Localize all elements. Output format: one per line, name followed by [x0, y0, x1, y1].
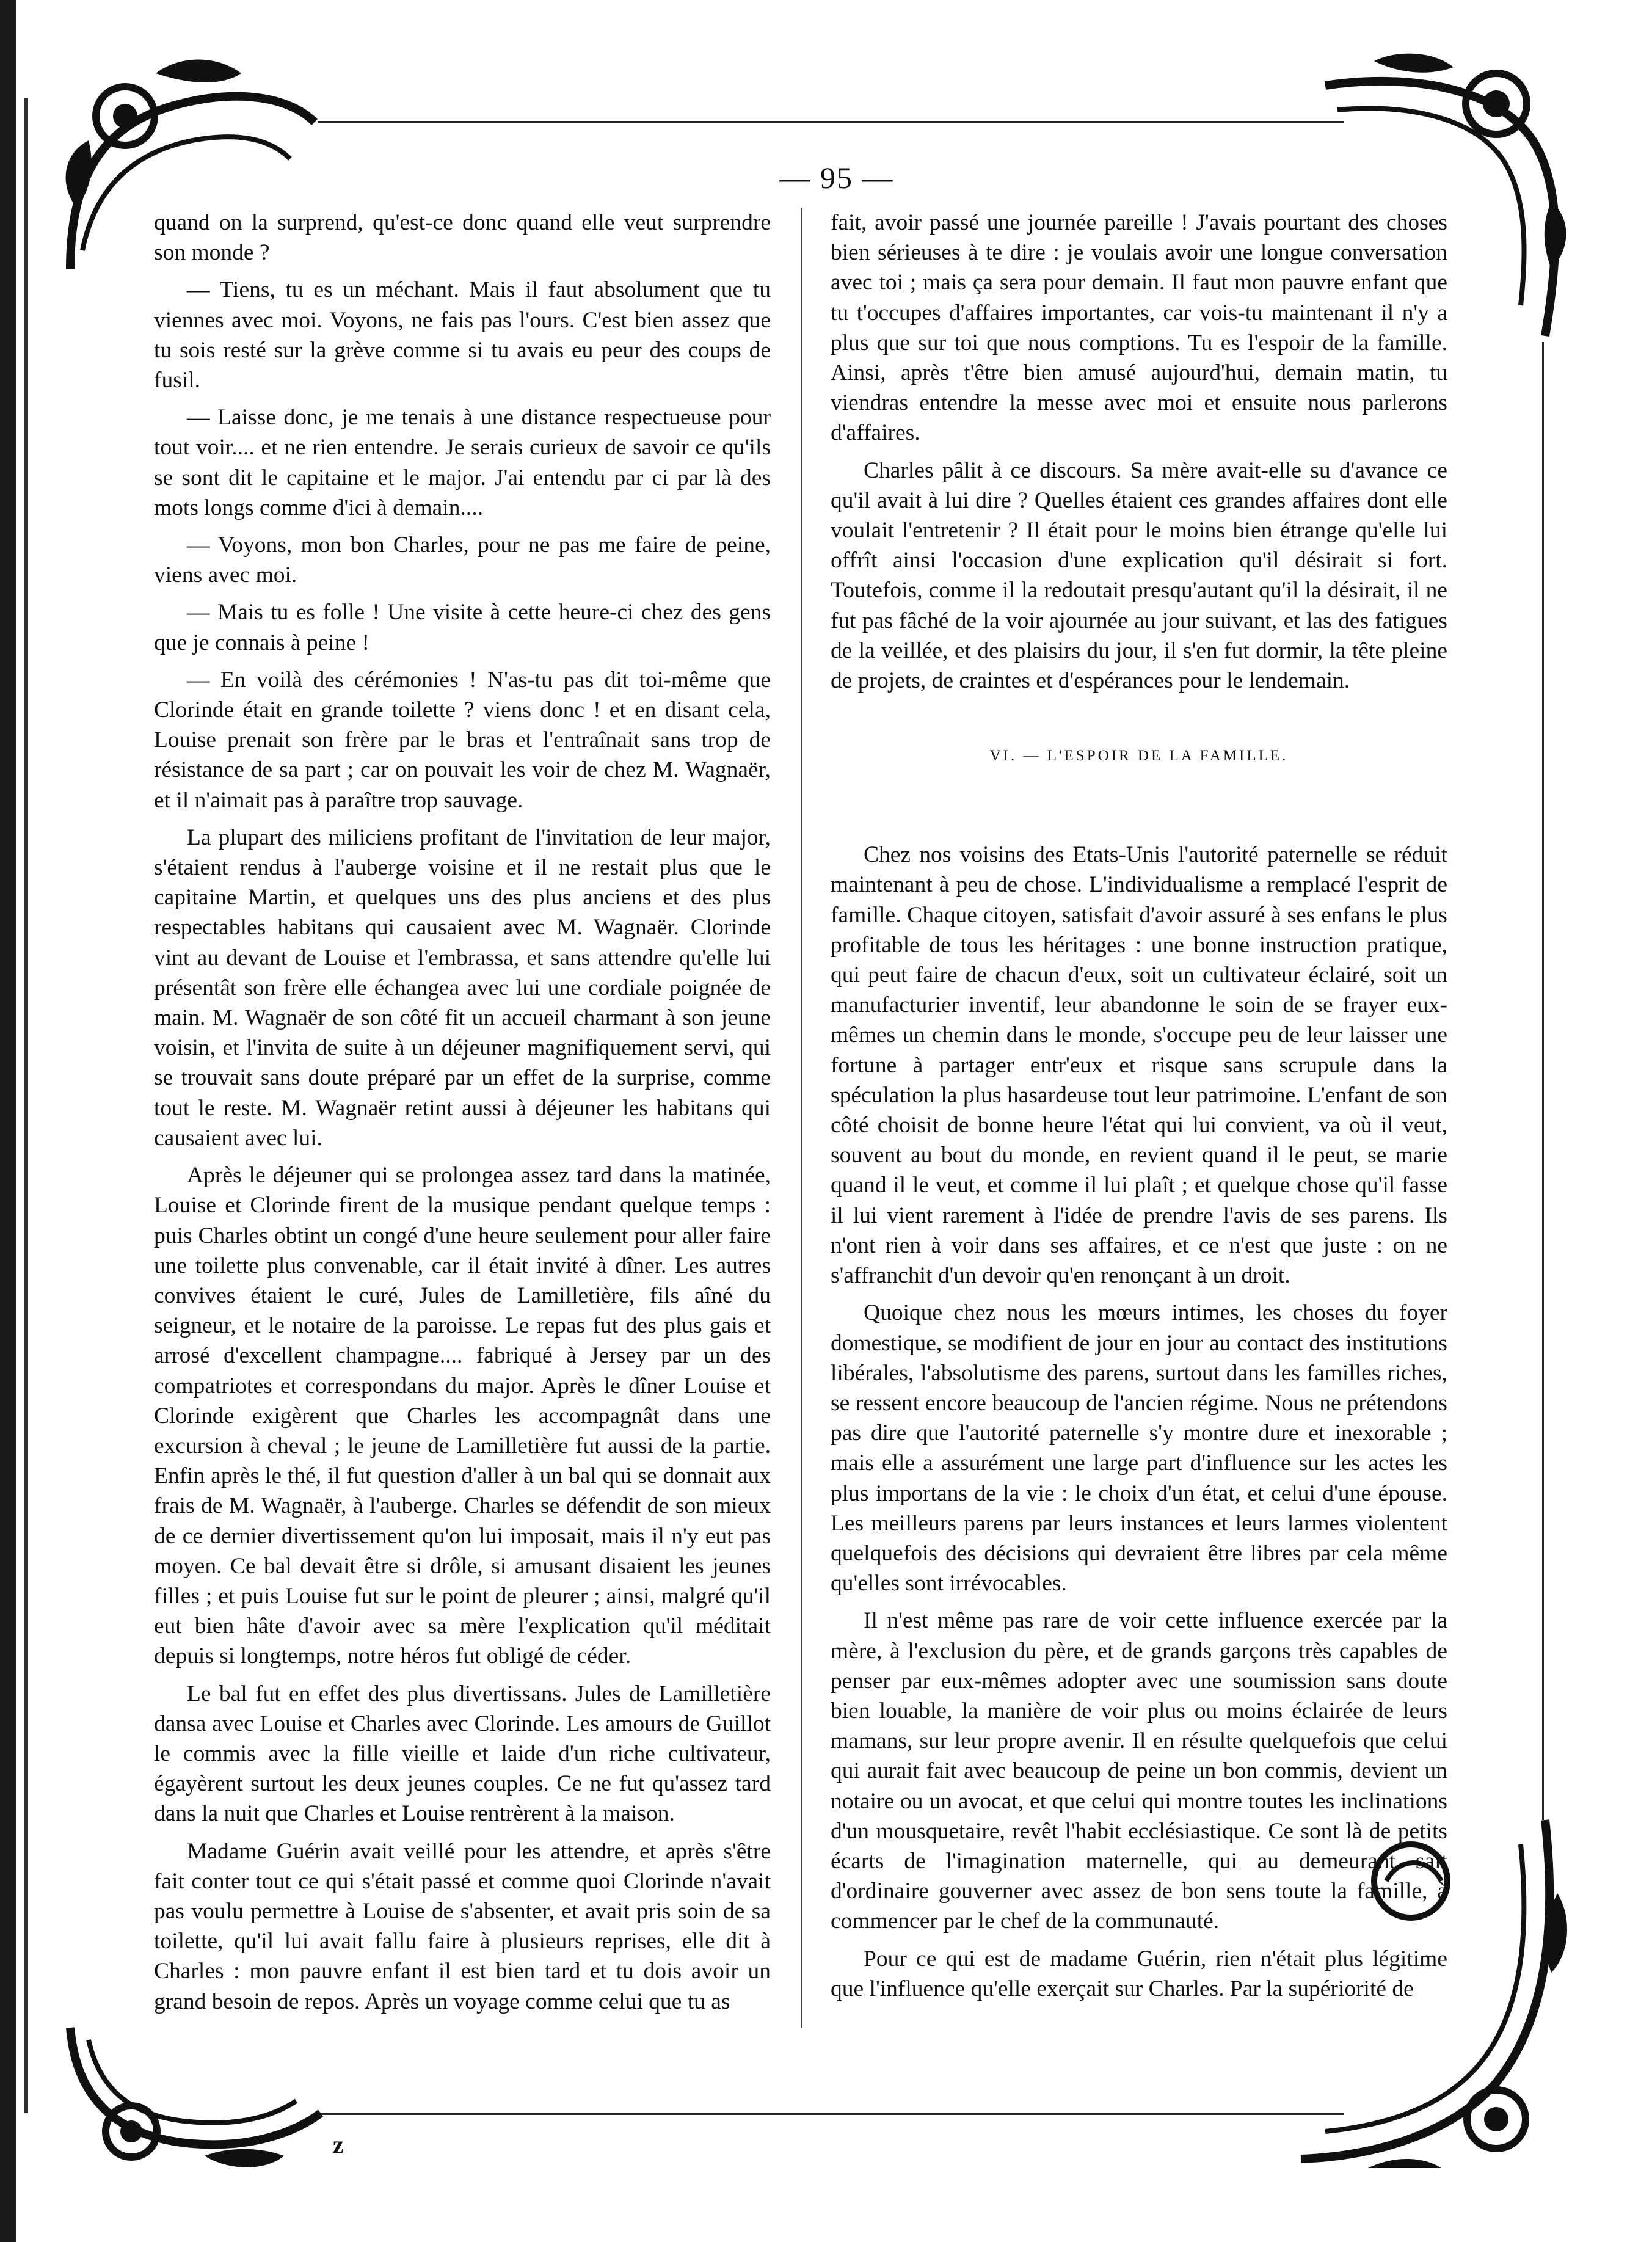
paragraph: Madame Guérin avait veillé pour les attendre, et après s'être fait conter tout ce qui s'était passé et comme quoi Clorinde n'avait pas voulu permettre à Louise de s'absenter, et avait pris soin de sa toilette, qu'il lui avait fallu faire à plusieurs reprises, elle dit à Charles : mon pauvre enfant il est bien tard et tu dois avoir un grand besoin de repos. Après un voyage comme celui que tu as — [154, 1838, 771, 2014]
paragraph: Pour ce qui est de madame Guérin, rien n'était plus légitime que l'influence qu'elle exerçait sur Charles. Par la supériorité de — [831, 1946, 1447, 2001]
paragraph: — Voyons, mon bon Charles, pour ne pas me faire de peine, viens avec moi. — [154, 533, 771, 588]
paragraph: quand on la surprend, qu'est-ce donc quand elle veut surprendre son monde ? — [154, 210, 771, 266]
paragraph: Après le déjeuner qui se prolongea assez tard dans la matinée, Louise et Clorinde firent de la musique pendant quelque temps : puis Charles obtint un congé d'une heure seulement pour aller faire une toilette plus convenable, car il était invité à dîner. Les autres convives étaient le curé, Jules de Lamilletière, fils aîné du seigneur, et le notaire de la paroisse. Le repas fut des plus gais et arrosé d'excellent champagne.... fabriqué à Jersey par un des compatriotes et correspondans du major. Après le dîner Louise et Clorinde exigèrent que Charles les accompagnât dans une excursion à cheval ; le jeune de Lamilletière fut aussi de la partie. Enfin après le thé, il fut question d'aller à un bal qui se donnait aux frais de M. Wagnaër, à l'auberge. Charles se défendit de son mieux de ce dernier divertissement qu'on lui imposait, mais il n'y eut pas moyen. Ce bal devait être si drôle, si amusant disaient les jeunes filles ; et puis Louise fut sur le point de pleurer ; ainsi, malgré qu'il eut bien hâte d'avoir avec sa mère l'explication qu'il méditait depuis si longtemps, notre héros fut obligé de céder. — [154, 1163, 771, 1669]
column-divider — [801, 208, 802, 2028]
bottom-left-ornament-icon — [58, 2015, 327, 2174]
paragraph: Chez nos voisins des Etats-Unis l'autorité paternelle se réduit maintenant à peu de chose. L'individualisme a remplacé l'esprit de famille. Chaque citoyen, satisfait d'avoir assuré à ses enfans le plus profitable de tous les héritages : une bonne instruction pratique, qui peut faire de chacun d'eux, soit un cultivateur éclairé, soit un manufacturier inventif, leur abandonne le soin de se frayer eux-mêmes un chemin dans le monde, s'occupe peu de leur laisser une fortune à partager entr'eux et risque sans scrupule dans la spéculation la plus hasardeuse tout leur patrimoine. L'enfant de son côté choisit de bonne heure l'état qui lui convient, va où il veut, souvent au bout du monde, en revient quand il le peut, se marie quand il le veut, et comme il lui plaît ; et quelque chose qu'il fasse il lui vient rarement à l'idée de prendre l'avis de ses parens. Ils n'ont rien à voir dans ses affaires, et ce n'est que juste : on ne s'affranchit d'un devoir qu'en renonçant à un droit. — [831, 842, 1447, 1289]
paragraph: — Tiens, tu es un méchant. Mais il faut absolument que tu viennes avec moi. Voyons, ne fais pas l'ours. C'est bien assez que tu sois resté sur la grève comme si tu avais eu peur des coups de fusil. — [154, 277, 771, 393]
paragraph: La plupart des miliciens profitant de l'invitation de leur major, s'étaient rendus à l'auberge voisine et il ne restait plus que le capitaine Martin, et quelques uns des plus anciens et des plus respectables habitans qui causaient avec M. Wagnaër. Clorinde vint au devant de Louise et l'embrassa, et sans attendre qu'elle lui présentât son frère elle échangea avec lui une cordiale poignée de main. M. Wagnaër de son côté fit un accueil charmant à son jeune voisin, et l'invita de suite à un déjeuner magnifiquement servi, qui se trouvait sans doute préparé par un effet de la surprise, comme tout le reste. M. Wagnaër retint aussi à déjeuner les habitans qui causaient avec lui. — [154, 824, 771, 1151]
scan-edge-line — [24, 98, 28, 2113]
paragraph: — Laisse donc, je me tenais à une distance respectueuse pour tout voir.... et ne rien entendre. Je serais curieux de savoir ce qu'ils se sont dit le capitaine et le major. J'ai entendu par ci par là des mots longs comme d'ici à demain.... — [154, 405, 771, 520]
paragraph: Quoique chez nous les mœurs intimes, les choses du foyer domestique, se modifient de jour en jour au contact des institutions libérales, l'absolutisme des parens, surtout dans les familles riches, se ressent encore beaucoup de l'ancien régime. Nous ne prétendons pas dire que l'autorité paternelle s'y montre dure et inexorable ; mais elle a assurément une large part d'influence sur les actes les plus importans de la vie : le choix d'un état, et celui d'une épouse. Les meilleurs parens par leurs instances et leurs larmes violentent quelquefois des décisions qui devraient être libres par cela même qu'elles sont irrévocables. — [831, 1300, 1447, 1596]
left-column — [154, 208, 771, 2017]
paragraph: Le bal fut en effet des plus divertissans. Jules de Lamilletière dansa avec Louise et Charles avec Clorinde. Les amours de Guillot le commis avec la fille vieille et laide d'un riche cultivateur, égayèrent surtout les deux jeunes couples. Ce ne fut qu'assez tard dans la nuit que Charles et Louise rentrèrent à la maison. — [154, 1681, 771, 1827]
paragraph: — En voilà des cérémonies ! N'as-tu pas dit toi-même que Clorinde était en grande toilette ? viens donc ! et en disant cela, Louise prenait son frère par le bras et l'entraînait sans trop de résistance de sa part ; car on pouvait les voir de chez M. Wagnaër, et il n'aimait pas à paraître trop sauvage. — [154, 667, 771, 813]
paragraph: Charles pâlit à ce discours. Sa mère avait-elle su d'avance ce qu'il avait à lui dire ? Quelles étaient ces grandes affaires dont elle voulait l'entretenir ? Il était pour le moins bien étrange qu'elle lui offrît ainsi l'occasion d'une explication qu'il désirait si fort. Toutefois, comme il la redoutait presqu'autant qu'il la désirait, il ne fut pas fâché de la voir ajournée au jour suivant, et las des fatigues de la veillée, et des plaisirs du jour, il s'en fut dormir, la tête pleine de projets, de craintes et d'espérances pour le lendemain. — [831, 457, 1447, 694]
frame-bottom-line — [318, 2113, 1344, 2115]
section-heading: VI. — L'ESPOIR DE LA FAMILLE. — [989, 748, 1289, 765]
scan-edge-shadow — [0, 0, 16, 2242]
signature-mark: z — [333, 2131, 344, 2158]
right-column — [831, 208, 1447, 2004]
paragraph: fait, avoir passé une journée pareille ! J'avais pourtant des choses bien sérieuses à te dire : je voulais avoir une longue conversation avec toi ; mais ça sera pour demain. Il faut mon pauvre enfant que tu t'occupes d'affaires importantes, car vois-tu maintenant il n'y a plus que sur toi que nous comptions. Tu es l'espoir de la famille. Ainsi, après t'être bien amusé aujourd'hui, demain matin, tu viendras entendre la messe avec moi et ensuite nous parlerons d'affaires. — [831, 210, 1447, 446]
frame-right-line — [1542, 342, 1544, 1820]
page-number: — 95 — — [779, 161, 894, 195]
paragraph: — Mais tu es folle ! Une visite à cette heure-ci chez des gens que je connais à peine ! — [154, 600, 771, 655]
frame-top-line — [318, 121, 1344, 123]
paragraph: Il n'est même pas rare de voir cette influence exercée par la mère, à l'exclusion du père, et de grands garçons très capables de penser par eux-mêmes adopter avec une soumission sans doute bien louable, la manière de voir plus ou moins éclairée de leurs mamans, sur leur propre avenir. Il en résulte quelquefois que celui qui aurait fait avec beaucoup de peine un bon commis, devient un notaire ou un avocat, et que celui qui montre toutes les inclinations d'un mousquetaire, revêt l'habit ecclésiastique. Ce sont là de petits écarts de l'imagination maternelle, qui au demeurant sait d'ordinaire gouverner avec assez de bon sens toute la famille, à commencer par le chef de la communauté. — [831, 1608, 1447, 1934]
